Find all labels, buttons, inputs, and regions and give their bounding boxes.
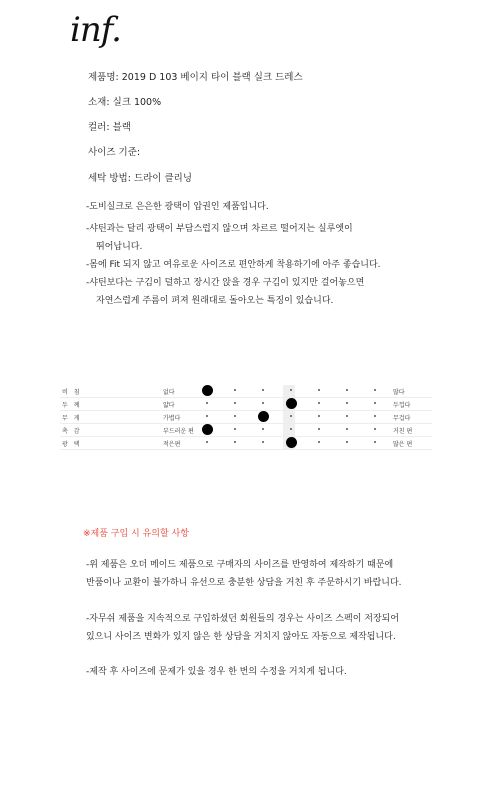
rating-marker [234, 428, 236, 430]
rating-marker [318, 389, 320, 391]
rating-marker [290, 428, 292, 430]
notice-line: 있으니 사이즈 변화가 있지 않은 한 상담을 거치지 않아도 자동으로 제작됩니다. [86, 632, 396, 642]
rating-marker [374, 415, 376, 417]
rating-marker-selected [286, 398, 297, 409]
rating-marker [234, 415, 236, 417]
notice-title: ※제품 구입 시 유의할 사항 [83, 529, 189, 539]
attribute-high-label: 많다 [393, 389, 405, 396]
description-line: -샤틴보다는 구김이 덜하고 장시간 앉을 경우 구김이 있지만 걸어놓으면 [86, 278, 365, 288]
description-line: -도비실크로 은은한 광택이 압권인 제품입니다. [86, 202, 269, 212]
rating-marker [374, 441, 376, 443]
rating-marker [234, 402, 236, 404]
size-standard: 사이즈 기준: [88, 147, 141, 158]
rating-marker [318, 441, 320, 443]
attribute-label: 무게 [62, 415, 86, 422]
rating-marker [234, 441, 236, 443]
attribute-low-label: 부드러운 편 [163, 428, 194, 435]
description-line: 뛰어납니다. [96, 242, 143, 252]
rating-marker [262, 402, 264, 404]
notice-line: -제작 후 사이즈에 문제가 있을 경우 한 번의 수정을 거치게 됩니다. [86, 667, 347, 677]
description-line: -샤틴과는 달리 광택이 부담스럽지 않으며 차르르 떨어지는 실루엣이 [86, 224, 353, 234]
fabric-attribute-table [60, 385, 432, 450]
rating-marker [206, 415, 208, 417]
rating-marker [262, 428, 264, 430]
attribute-high-label: 두껍다 [393, 402, 411, 409]
product-material: 소재: 실크 100% [88, 97, 162, 108]
attribute-label: 광택 [62, 441, 86, 448]
attribute-high-label: 무겁다 [393, 415, 411, 422]
rating-marker [262, 441, 264, 443]
rating-marker [374, 428, 376, 430]
rating-marker [290, 415, 292, 417]
rating-marker-selected [286, 437, 297, 448]
notice-line: -위 제품은 오더 메이드 제품으로 구매자의 사이즈를 반영하여 제작하기 때문에 [86, 560, 394, 570]
wash-method: 세탁 방법: 드라이 클리닝 [88, 173, 193, 184]
rating-marker [374, 389, 376, 391]
rating-marker [346, 402, 348, 404]
attribute-low-label: 없다 [163, 389, 175, 396]
attribute-row-thickness [60, 398, 432, 411]
product-color: 컬러: 블랙 [88, 122, 131, 133]
rating-marker [206, 402, 208, 404]
description-line: 자연스럽게 주름이 펴져 원래대로 돌아오는 특징이 있습니다. [96, 296, 334, 306]
rating-marker [234, 389, 236, 391]
rating-marker [346, 389, 348, 391]
brand-logo: inf. [70, 10, 121, 50]
attribute-high-label: 많은 편 [393, 441, 413, 448]
rating-marker-selected [202, 385, 213, 396]
attribute-label: 촉감 [62, 428, 86, 435]
rating-marker-selected [202, 424, 213, 435]
attribute-high-label: 거친 편 [393, 428, 413, 435]
attribute-row-texture [60, 424, 432, 437]
rating-marker [262, 389, 264, 391]
rating-marker [374, 402, 376, 404]
rating-marker [346, 441, 348, 443]
attribute-row-sheerness [60, 385, 432, 398]
attribute-row-weight [60, 411, 432, 424]
description-line: -몸에 Fit 되지 않고 여유로운 사이즈로 편안하게 착용하기에 아주 좋습니다. [86, 260, 381, 270]
notice-line: -자무쉬 제품을 지속적으로 구입하셨던 회원들의 경우는 사이즈 스펙이 저장되어 [86, 614, 400, 624]
attribute-low-label: 가볍다 [163, 415, 181, 422]
rating-marker [318, 415, 320, 417]
rating-marker [318, 402, 320, 404]
product-name: 제품명: 2019 D 103 베이지 타이 블랙 실크 드레스 [88, 72, 303, 83]
attribute-row-gloss [60, 437, 432, 450]
attribute-label: 비침 [62, 389, 86, 396]
rating-marker [290, 389, 292, 391]
attribute-label: 두께 [62, 402, 86, 409]
rating-marker [318, 428, 320, 430]
rating-marker [346, 415, 348, 417]
attribute-low-label: 얇다 [163, 402, 175, 409]
rating-marker [206, 441, 208, 443]
notice-line: 반품이나 교환이 불가하니 유선으로 충분한 상담을 거친 후 주문하시기 바랍니다. [86, 578, 402, 588]
rating-marker-selected [258, 411, 269, 422]
attribute-low-label: 적은편 [163, 441, 181, 448]
rating-marker [346, 428, 348, 430]
